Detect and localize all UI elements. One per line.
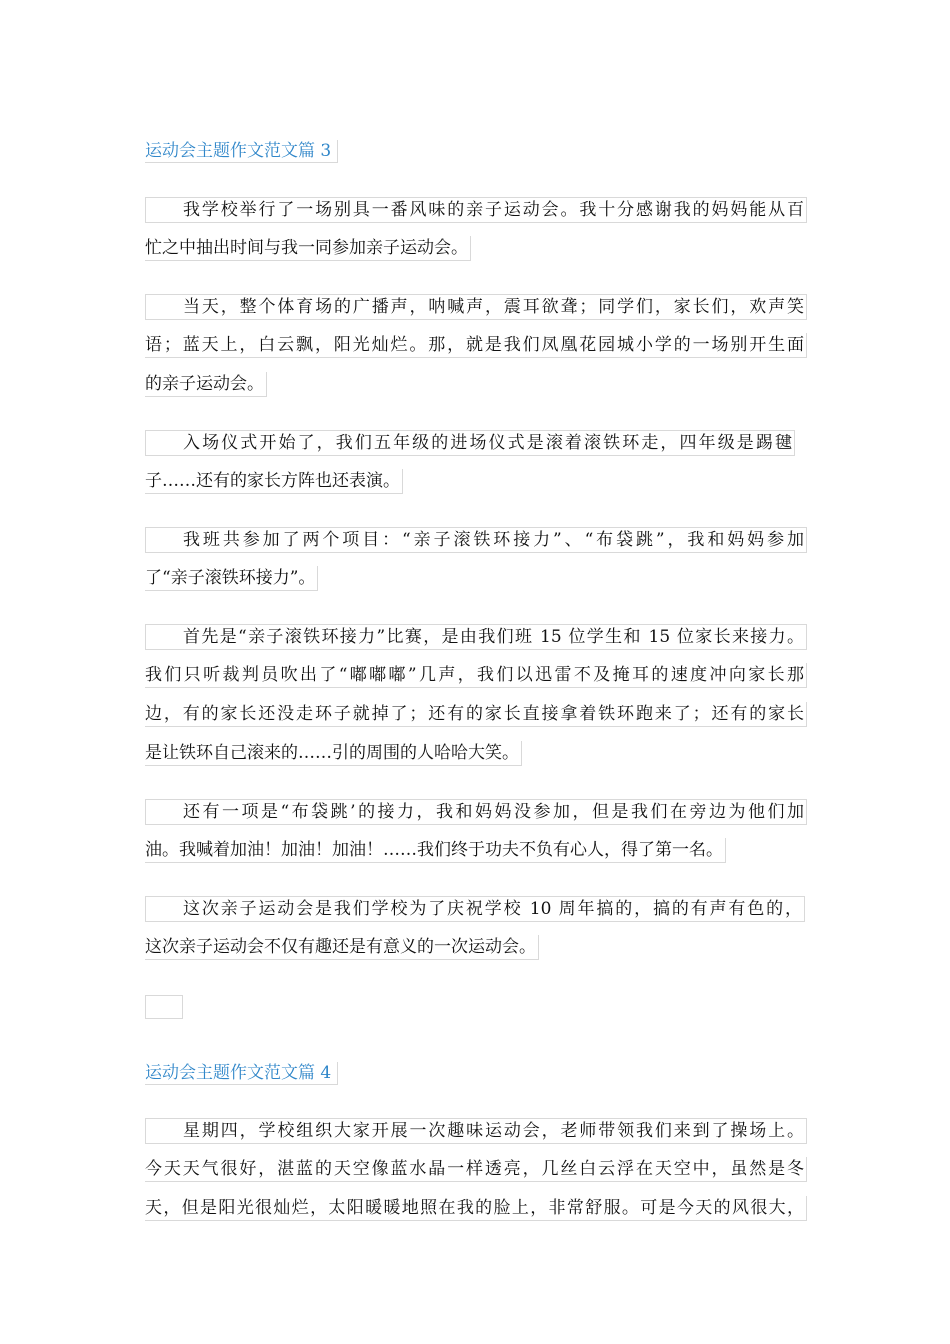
paragraph-line: 的亲子运动会。 [145, 372, 267, 397]
paragraph-line: 是让铁环自己滚来的……引的周围的人哈哈大笑。 [145, 741, 522, 766]
paragraph-line: 我班共参加了两个项目：“亲子滚铁环接力”、“布袋跳”，我和妈妈参加 [145, 527, 807, 553]
paragraph-line: 子……还有的家长方阵也还表演。 [145, 469, 403, 494]
empty-paragraph [145, 995, 183, 1019]
paragraph-line: 了“亲子滚铁环接力”。 [145, 566, 318, 591]
paragraph-line: 语；蓝天上，白云飘，阳光灿烂。那，就是我们凤凰花园城小学的一场别开生面 [145, 333, 807, 358]
paragraph-line: 油。我喊着加油！加油！加油！……我们终于功夫不负有心人，得了第一名。 [145, 838, 726, 863]
paragraph-line: 首先是“亲子滚铁环接力”比赛，是由我们班 15 位学生和 15 位家长来接力。 [145, 624, 807, 650]
paragraph-line: 天，但是阳光很灿烂，太阳暖暖地照在我的脸上，非常舒服。可是今天的风很大， [145, 1196, 807, 1221]
paragraph-line: 当天，整个体育场的广播声，呐喊声，震耳欲聋；同学们，家长们，欢声笑 [145, 294, 807, 320]
section-3-title: 运动会主题作文范文篇 3 [145, 140, 338, 163]
paragraph-line: 入场仪式开始了，我们五年级的进场仪式是滚着滚铁环走，四年级是踢毽 [145, 430, 795, 456]
paragraph-line: 还有一项是“布袋跳’的接力，我和妈妈没参加，但是我们在旁边为他们加 [145, 799, 807, 825]
paragraph-line: 我学校举行了一场别具一番风味的亲子运动会。我十分感谢我的妈妈能从百 [145, 197, 807, 223]
section-4-title: 运动会主题作文范文篇 4 [145, 1062, 338, 1085]
paragraph-line: 这次亲子运动会是我们学校为了庆祝学校 10 周年搞的，搞的有声有色的， [145, 896, 805, 922]
paragraph-line: 忙之中抽出时间与我一同参加亲子运动会。 [145, 236, 471, 261]
paragraph-line: 这次亲子运动会不仅有趣还是有意义的一次运动会。 [145, 935, 539, 960]
paragraph-line: 星期四，学校组织大家开展一次趣味运动会，老师带领我们来到了操场上。 [145, 1118, 807, 1144]
paragraph-line: 我们只听裁判员吹出了“嘟嘟嘟”几声，我们以迅雷不及掩耳的速度冲向家长那 [145, 663, 807, 688]
paragraph-line: 边，有的家长还没走环子就掉了；还有的家长直接拿着铁环跑来了；还有的家长 [145, 702, 807, 727]
paragraph-line: 今天天气很好，湛蓝的天空像蓝水晶一样透亮，几丝白云浮在天空中，虽然是冬 [145, 1157, 807, 1182]
